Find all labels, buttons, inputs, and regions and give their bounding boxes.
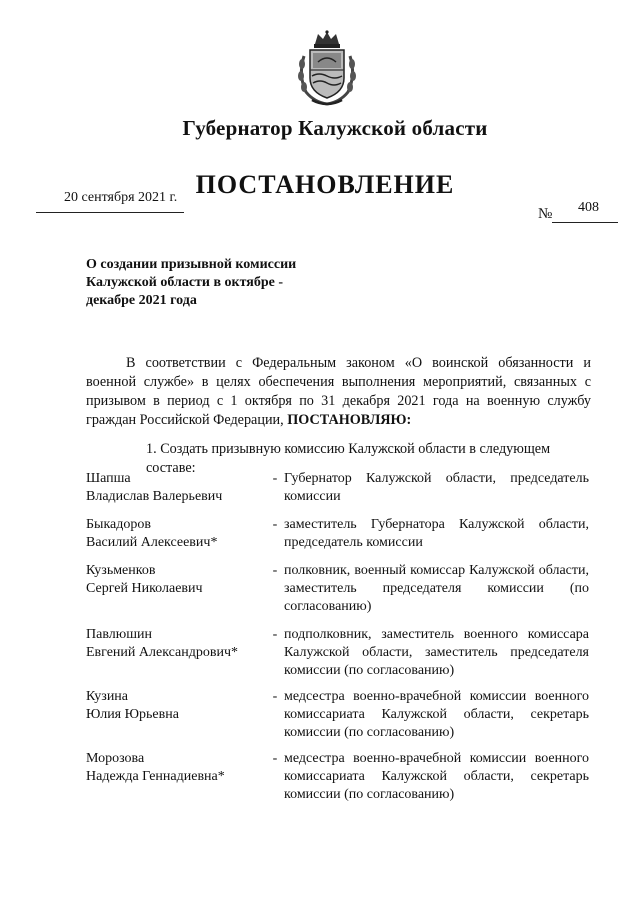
document-type-title: ПОСТАНОВЛЕНИЕ	[195, 170, 455, 199]
member-given-names: Надежда Геннадиевна*	[86, 769, 225, 784]
member-given-names: Юлия Юрьевна	[86, 707, 179, 722]
date-underline	[36, 212, 184, 213]
member-name	[86, 516, 266, 552]
member-given-names: Евгений Александрович*	[86, 645, 239, 660]
decree-word: ПОСТАНОВЛЯЮ:	[287, 412, 412, 428]
member-role: Губернатор Калужской области, председатель комиссии	[284, 471, 589, 504]
member-surname: Кузина	[86, 689, 129, 704]
member-dash: -	[272, 627, 278, 642]
member-role: подполковник, заместитель военного комиссара Калужской области, заместитель председателя комиссии (по согласованию)	[284, 627, 589, 678]
member-surname: Шапша	[86, 471, 131, 486]
member-name	[86, 562, 266, 598]
member-name	[86, 470, 266, 506]
member-dash: -	[272, 689, 278, 704]
document-date: 20 сентября 2021 г.	[64, 190, 178, 205]
member-role: медсестра военно-врачебной комиссии военного комиссариата Калужской области, секретарь комиссии (по согласованию)	[284, 689, 589, 740]
document-number: 408	[578, 200, 599, 215]
member-name	[86, 626, 266, 662]
member-surname: Быкадоров	[86, 517, 151, 532]
preamble-paragraph	[86, 354, 591, 430]
member-dash: -	[272, 517, 278, 532]
member-dash: -	[272, 563, 278, 578]
member-name	[86, 750, 266, 786]
document-subject: О создании призывной комиссии Калужской области в октябре - декабре 2021 года	[86, 257, 297, 308]
member-given-names: Василий Алексеевич*	[86, 535, 218, 550]
issuing-authority: Губернатор Калужской области	[182, 116, 488, 140]
member-dash: -	[272, 471, 278, 486]
member-given-names: Владислав Валерьевич	[86, 489, 223, 504]
member-given-names: Сергей Николаевич	[86, 581, 203, 596]
member-dash: -	[272, 751, 278, 766]
member-name	[86, 688, 266, 724]
member-role: полковник, военный комиссар Калужской области, заместитель председателя комиссии (по согласованию)	[284, 563, 589, 614]
member-surname: Кузьменков	[86, 563, 156, 578]
member-surname: Павлюшин	[86, 627, 152, 642]
member-role: заместитель Губернатора Калужской области, председатель комиссии	[284, 517, 589, 550]
clause-1: 1. Создать призывную комиссию Калужской области в следующем составе:	[146, 441, 551, 476]
kaluga-coat-of-arms-icon	[296, 30, 358, 108]
number-label: №	[538, 206, 553, 222]
number-underline	[552, 222, 618, 223]
member-surname: Морозова	[86, 751, 145, 766]
preamble-text: В соответствии с Федеральным законом «О воинской обязанности и военной службе» в целях обеспечения выполнения мероприятий, связанных с призывом в период с 1 октября по 31 декабря 2021 года на военную службу граждан Российской Федерации,	[86, 355, 591, 428]
member-role: медсестра военно-врачебной комиссии военного комиссариата Калужской области, секретарь комиссии (по согласованию)	[284, 751, 589, 802]
